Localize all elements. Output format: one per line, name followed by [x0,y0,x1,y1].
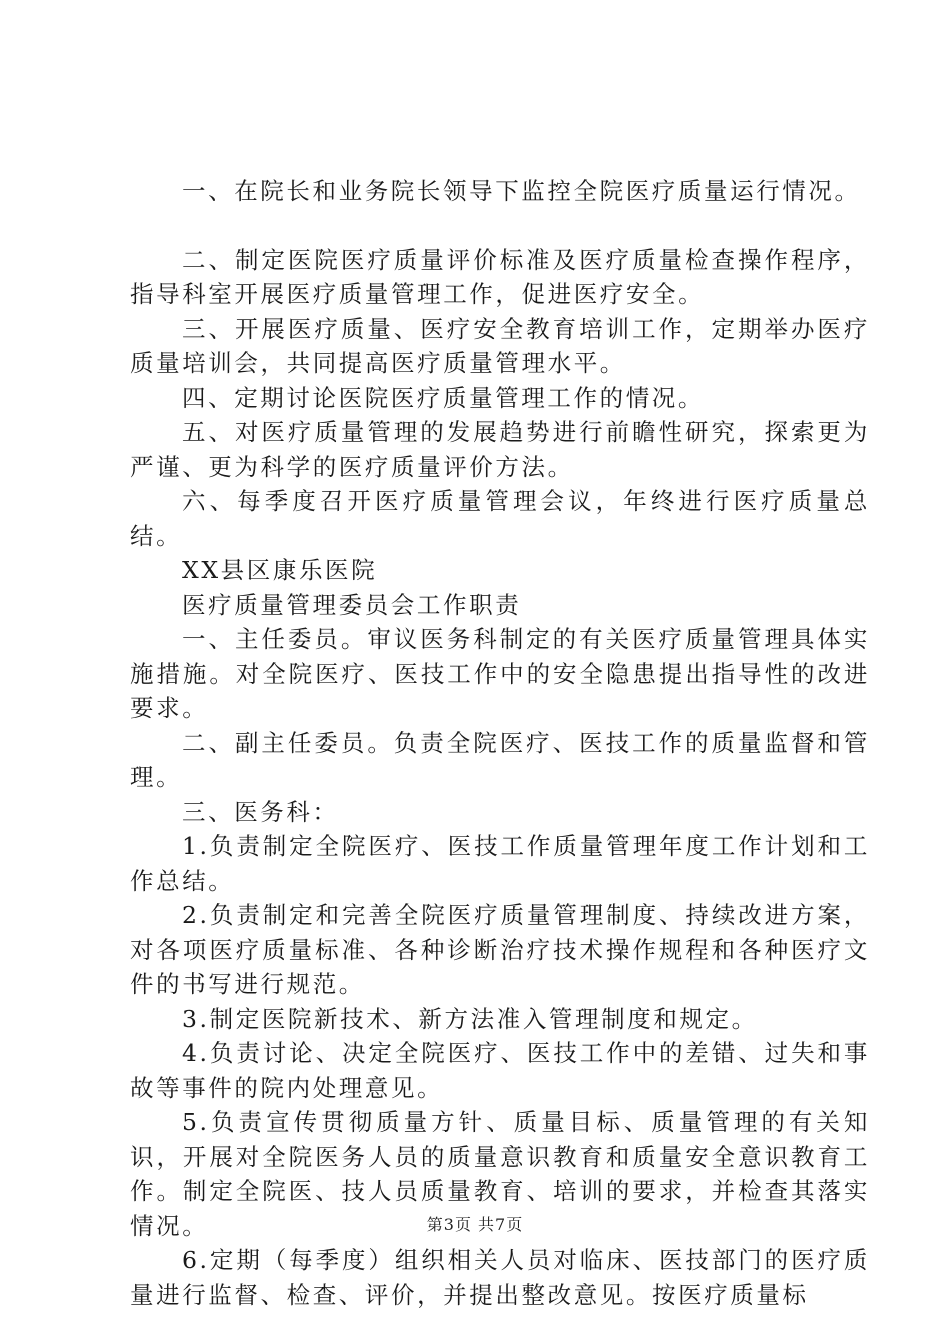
paragraph: 2.负责制定和完善全院医疗质量管理制度、持续改进方案，对各项医疗质量标准、各种诊断治疗技术操作规程和各种医疗文件的书写进行规范。 [130,901,870,998]
paragraph: 二、制定医院医疗质量评价标准及医疗质量检查操作程序，指导科室开展医疗质量管理工作，促进医疗安全。 [130,245,870,308]
paragraph: 五、对医疗质量管理的发展趋势进行前瞻性研究，探索更为严谨、更为科学的医疗质量评价方法。 [130,418,870,481]
hospital-name: XX县区康乐医院 [182,556,378,584]
paragraph: 六、每季度召开医疗质量管理会议，年终进行医疗质量总结。 [130,487,870,550]
paragraph: 3.制定医院新技术、新方法准入管理制度和规定。 [182,1004,758,1033]
section-title: 医疗质量管理委员会工作职责 [182,590,522,619]
paragraph: 二、副主任委员。负责全院医疗、医技工作的质量监督和管理。 [130,728,870,791]
paragraph: 一、主任委员。审议医务科制定的有关医疗质量管理具体实施措施。对全院医疗、医技工作中的安全隐患提出指导性的改进要求。 [130,625,870,722]
paragraph: 6.定期（每季度）组织相关人员对临床、医技部门的医疗质量进行监督、检查、评价，并提出整改意见。按医疗质量标 [130,1246,870,1309]
document-body [130,174,870,1312]
paragraph: 4.负责讨论、决定全院医疗、医技工作中的差错、过失和事故等事件的院内处理意见。 [130,1039,870,1102]
paragraph: 一、在院长和业务院长领导下监控全院医疗质量运行情况。 [182,177,861,205]
paragraph: 5.负责宣传贯彻质量方针、质量目标、质量管理的有关知识，开展对全院医务人员的质量意识教育和质量安全意识教育工作。制定全院医、技人员质量教育、培训的要求，并检查其落实情况。 [130,1108,870,1240]
page-number-footer: 第3页 共7页 [426,1215,524,1234]
paragraph: 四、定期讨论医院医疗质量管理工作的情况。 [182,383,704,412]
paragraph: 三、医务科： [182,797,339,826]
paragraph: 三、开展医疗质量、医疗安全教育培训工作，定期举办医疗质量培训会，共同提高医疗质量管理水平。 [130,314,870,377]
paragraph: 1.负责制定全院医疗、医技工作质量管理年度工作计划和工作总结。 [130,832,870,895]
